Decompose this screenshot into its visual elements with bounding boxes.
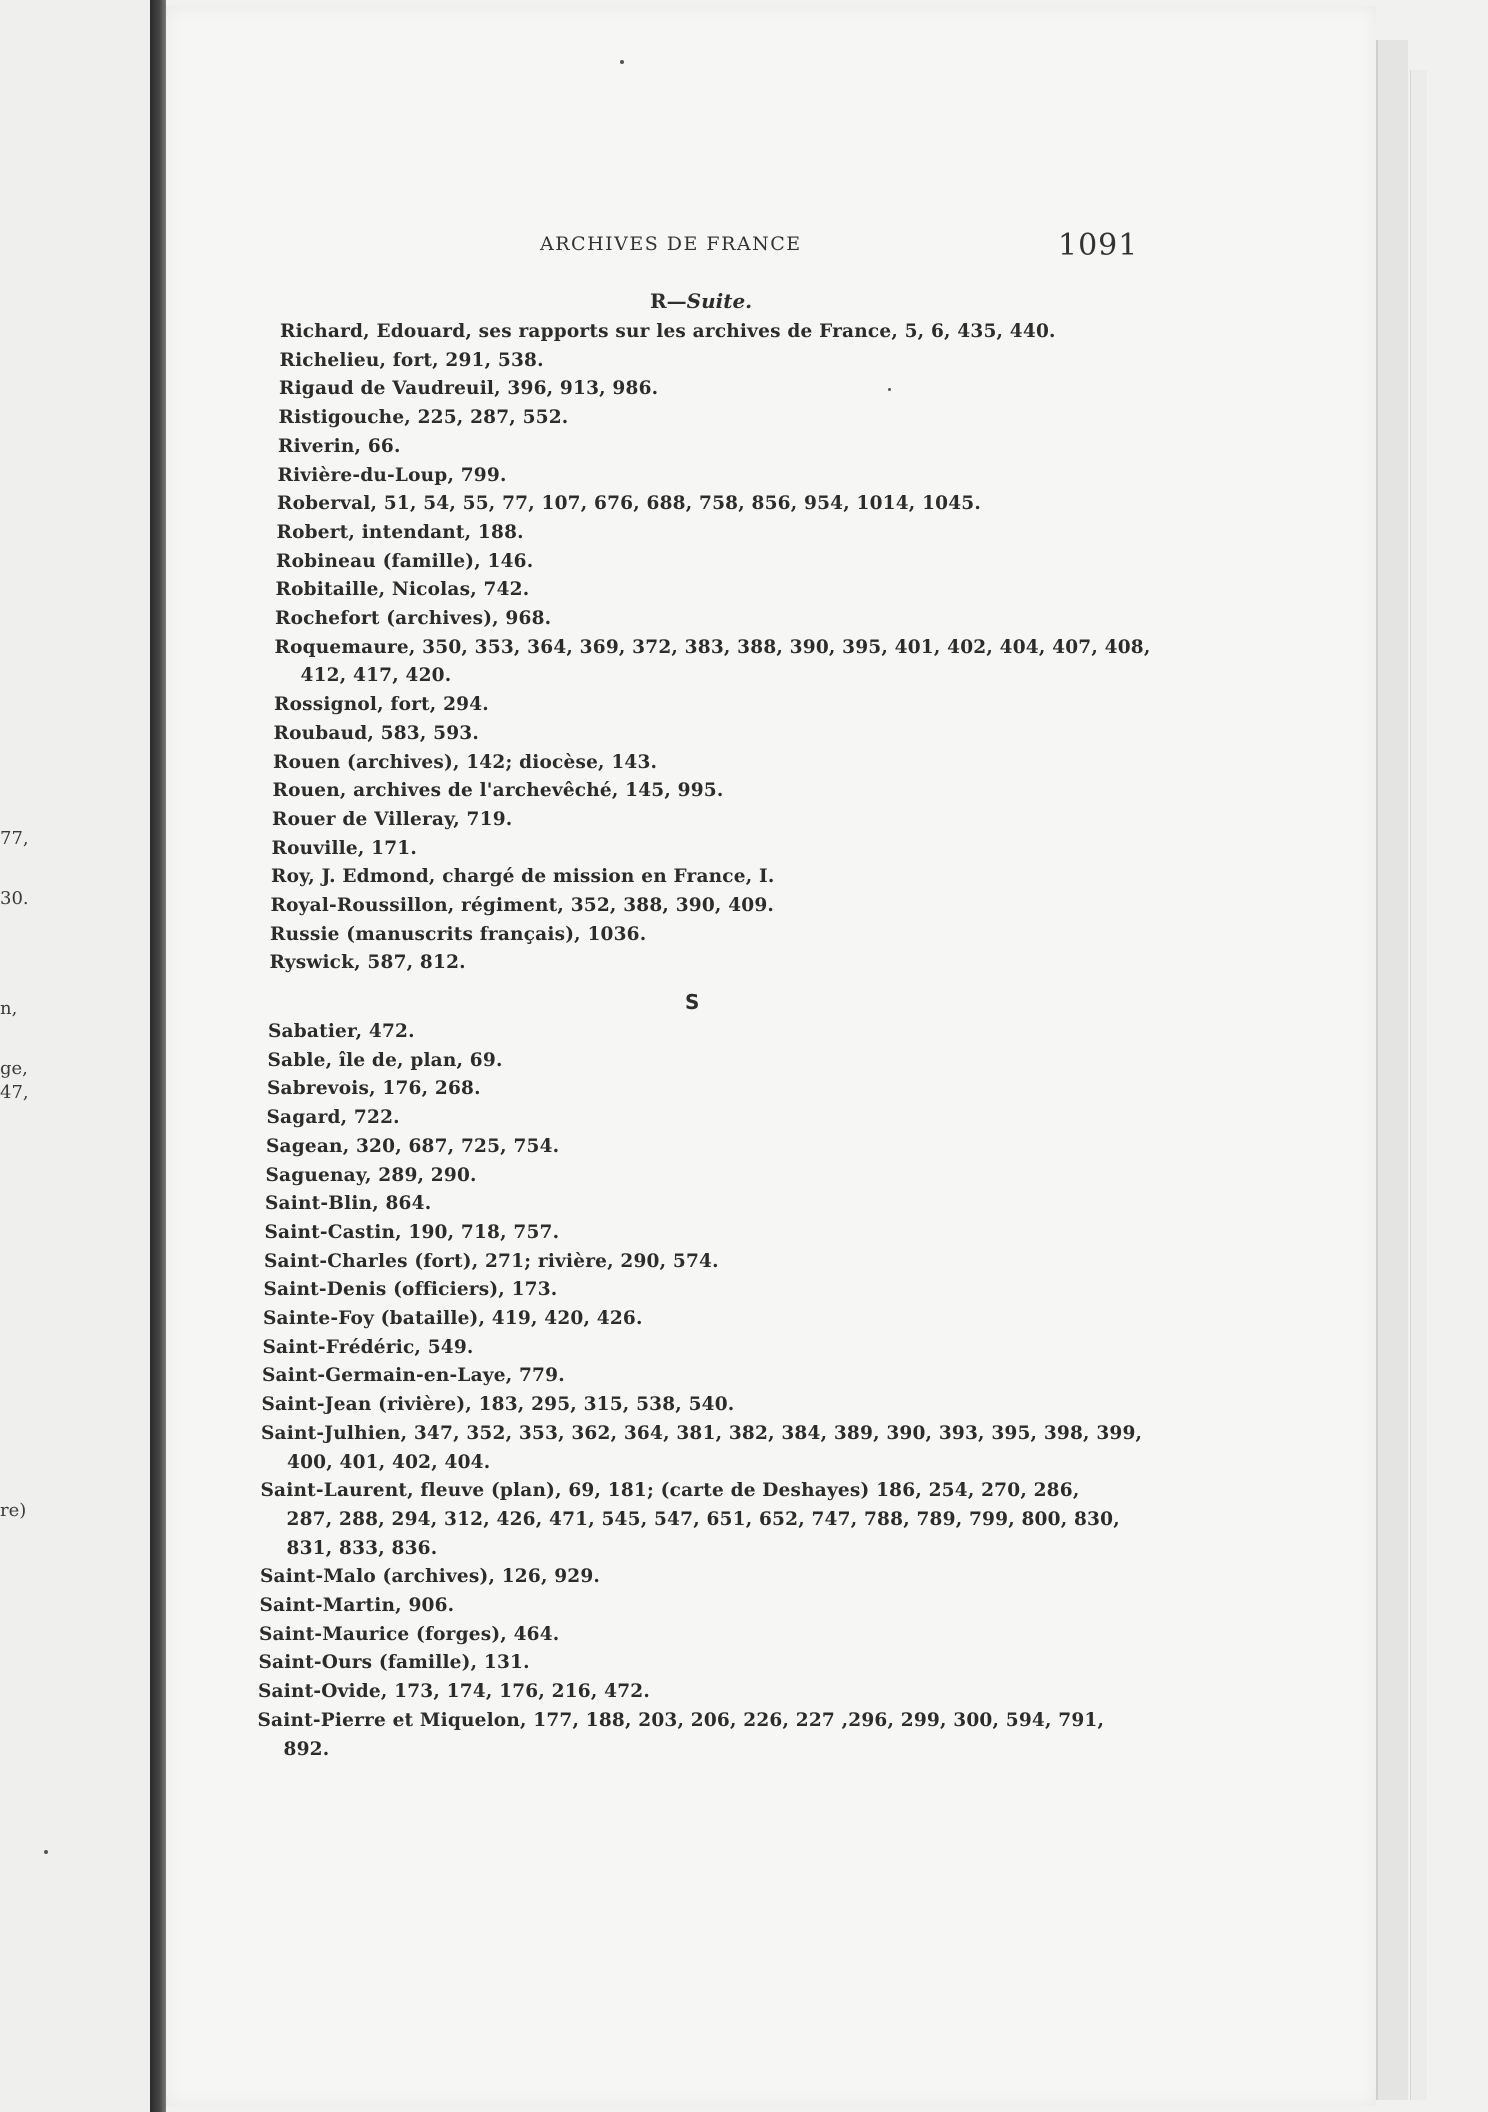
index-entry	[273, 749, 657, 778]
index-entry-line: Saint-Ours (famille), 131.	[258, 1652, 530, 1674]
index-entry-line: Saint-Blin, 864.	[265, 1193, 432, 1215]
index-entry-continuation: 892.	[283, 1738, 330, 1760]
index-entry-line: Sagard, 722.	[266, 1107, 400, 1129]
facing-page-text-fragment: re)	[0, 1500, 27, 1521]
index-entry	[278, 433, 401, 462]
index-entry-line: Rouer de Villeray, 719.	[272, 808, 513, 830]
index-entry	[274, 720, 480, 749]
facing-page-text-fragment: 30.	[0, 888, 29, 909]
section-heading-s: S	[685, 990, 700, 1014]
running-head: ARCHIVES DE FRANCE	[540, 233, 802, 255]
index-entry	[272, 806, 512, 835]
index-entry-line: Saint-Pierre et Miquelon, 177, 188, 203, 206, 226, 227 ,296, 299, 300, 594, 791,	[257, 1709, 1105, 1731]
index-entry	[273, 777, 724, 806]
section-heading-r: R—Suite.	[650, 289, 753, 313]
index-entry-line: Roberval, 51, 54, 55, 77, 107, 676, 688, 758, 856, 954, 1014, 1045.	[277, 493, 982, 515]
facing-page-text-fragment: ge,	[0, 1058, 28, 1079]
index-entry	[279, 375, 658, 404]
index-entry	[265, 1190, 431, 1219]
index-entry-line: Robineau (famille), 146.	[276, 550, 534, 572]
index-entry-line: Saint-Jean (rivière), 183, 295, 315, 538, 540.	[261, 1394, 735, 1416]
index-entry	[274, 691, 489, 720]
index-entry-line: Sagean, 320, 687, 725, 754.	[266, 1135, 560, 1157]
index-entry-line: Rouen, archives de l'archevêché, 145, 995.	[272, 780, 724, 802]
index-entry-line: Saint-Malo (archives), 126, 929.	[260, 1566, 601, 1588]
index-entry	[260, 1563, 600, 1592]
index-entry-line: Saint-Frédéric, 549.	[262, 1336, 474, 1358]
index-entry	[262, 1391, 735, 1420]
index-entry-line: Rouville, 171.	[271, 837, 418, 859]
index-entry-line: Richelieu, fort, 291, 538.	[279, 349, 544, 371]
index-entry	[268, 1018, 415, 1047]
index-entry-line: Ryswick, 587, 812.	[269, 952, 466, 974]
index-entry	[259, 1649, 530, 1678]
index-entry	[276, 576, 530, 605]
index-entry	[277, 490, 981, 519]
index-entry-line: Sable, île de, plan, 69.	[267, 1049, 503, 1071]
index-entry-line: Saint-Maurice (forges), 464.	[259, 1623, 560, 1645]
index-entry-line: Richard, Edouard, ses rapports sur les archives de France, 5, 6, 435, 440.	[280, 321, 1056, 342]
index-entry	[266, 1133, 559, 1162]
index-entry	[263, 1305, 643, 1334]
index-entry-continuation: 831, 833, 836.	[286, 1537, 438, 1559]
index-entry-line: Rochefort (archives), 968.	[275, 608, 552, 629]
index-entry-continuation: 400, 401, 402, 404.	[287, 1451, 491, 1473]
index-entry-line: Sainte-Foy (bataille), 419, 420, 426.	[263, 1308, 643, 1329]
index-entry-line: Robitaille, Nicolas, 742.	[275, 579, 530, 601]
page-speck	[44, 1850, 48, 1854]
index-entry	[261, 1477, 1120, 1563]
facing-page-text-fragment: 77,	[0, 828, 29, 849]
index-entry	[258, 1678, 650, 1707]
index-entry-line: Roy, J. Edmond, chargé de mission en France, I.	[271, 866, 775, 888]
index-entry-line: Saint-Martin, 906.	[259, 1595, 455, 1616]
section-suffix: Suite.	[686, 289, 753, 313]
page-speck	[620, 60, 624, 64]
index-entry-line: Robert, intendant, 188.	[276, 521, 524, 543]
index-entry	[280, 347, 544, 376]
index-entry	[261, 1420, 1142, 1477]
page-edge-shadow-outer	[1410, 70, 1427, 2100]
index-entry	[270, 921, 646, 950]
index-entry-line: Rivière-du-Loup, 799.	[277, 464, 507, 486]
index-entry-line: Rossignol, fort, 294.	[274, 694, 489, 716]
index-entry	[263, 1334, 474, 1363]
index-entry	[275, 605, 551, 634]
book-gutter	[150, 0, 166, 2112]
index-entry	[265, 1219, 560, 1248]
facing-page-text-fragment: n,	[0, 998, 18, 1019]
index-entry-line: Roquemaure, 350, 353, 364, 369, 372, 383, 388, 390, 395, 401, 402, 404, 407, 408,	[274, 636, 1151, 658]
index-entry	[267, 1104, 400, 1133]
index-entry-line: Sabrevois, 176, 268.	[267, 1078, 481, 1100]
section-letter: R	[650, 289, 667, 313]
index-entry	[279, 404, 569, 433]
index-entry	[278, 462, 507, 491]
facing-page-text-fragment: 47,	[0, 1082, 29, 1103]
page-number: 1091	[1058, 228, 1139, 263]
index-entry-line: Royal-Roussillon, régiment, 352, 388, 390, 409.	[270, 895, 775, 916]
index-entry-line: Saint-Castin, 190, 718, 757.	[264, 1221, 560, 1243]
index-entry	[280, 318, 1056, 347]
index-entry-line: Roubaud, 583, 593.	[273, 722, 480, 744]
index-entry-line: Ristigouche, 225, 287, 552.	[278, 407, 569, 429]
page-speck	[888, 388, 891, 391]
index-entry	[271, 892, 775, 921]
index-entry	[275, 634, 1151, 691]
index-entry	[264, 1248, 719, 1277]
index-entry-line: Saint-Laurent, fleuve (plan), 69, 181; (carte de Deshayes) 186, 254, 270, 286,	[260, 1480, 1080, 1502]
index-entry-continuation: 412, 417, 420.	[300, 665, 452, 687]
index-entry	[271, 863, 775, 892]
index-entry	[267, 1075, 481, 1104]
page-edge-shadow	[1376, 40, 1408, 2100]
index-entry-continuation: 287, 288, 294, 312, 426, 471, 545, 547, 651, 652, 747, 788, 789, 799, 800, 830,	[286, 1508, 1120, 1530]
index-entry	[260, 1592, 455, 1621]
index-entry	[270, 949, 466, 978]
index-entry	[276, 548, 533, 577]
facing-page-edge	[0, 0, 150, 2112]
index-entry-line: Saint-Julhien, 347, 352, 353, 362, 364, 381, 382, 384, 389, 390, 393, 395, 398, 399,	[261, 1422, 1143, 1444]
index-entry-line: Saint-Denis (officiers), 173.	[263, 1279, 558, 1301]
index-entry	[259, 1621, 559, 1650]
index-entry-line: Rigaud de Vaudreuil, 396, 913, 986.	[279, 378, 659, 400]
index-entry-line: Rouen (archives), 142; diocèse, 143.	[273, 751, 658, 773]
index-entry	[264, 1276, 558, 1305]
index-entry-line: Saint-Ovide, 173, 174, 176, 216, 472.	[258, 1681, 650, 1703]
index-entry	[268, 1047, 503, 1076]
index-entry-line: Saguenay, 289, 290.	[265, 1164, 477, 1186]
index-entry-line: Riverin, 66.	[278, 435, 401, 457]
index-entry	[272, 835, 418, 864]
index-entry	[266, 1162, 477, 1191]
index-entry-line: Russie (manuscrits français), 1036.	[270, 923, 647, 945]
index-entry	[258, 1707, 1105, 1764]
index-entry-line: Saint-Charles (fort), 271; rivière, 290, 574.	[264, 1250, 719, 1272]
index-entry	[277, 519, 524, 548]
index-entry-line: Saint-Germain-en-Laye, 779.	[262, 1365, 565, 1387]
index-entry	[262, 1362, 565, 1391]
index-entry-line: Sabatier, 472.	[268, 1021, 415, 1042]
